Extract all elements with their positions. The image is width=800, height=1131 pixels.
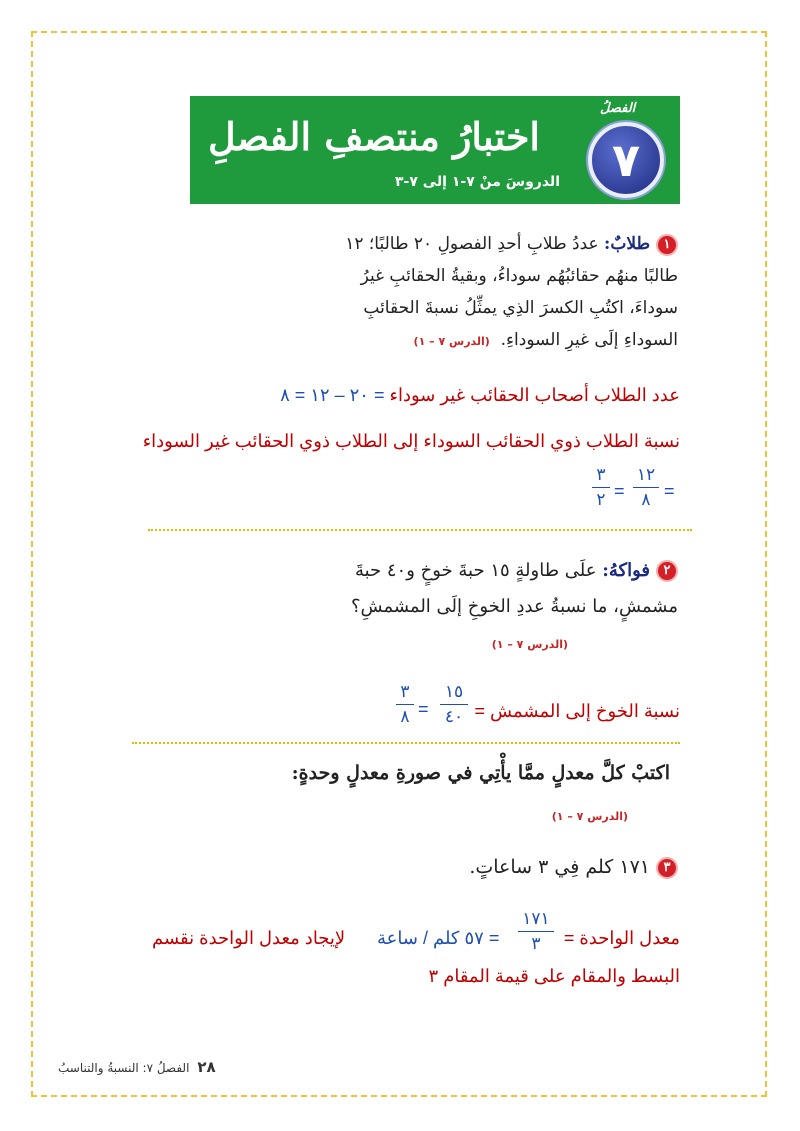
question-3-number: ٣ [656, 857, 678, 879]
question-2-keyword: فواكهُ: [602, 560, 650, 581]
answer-1-fraction-2: ٣ ٢ [592, 465, 610, 510]
question-1-line-1: ١طلابٌ: عددُ طلابِ أحدِ الفصولِ ٢٠ طالبًا؛ ١٢ [238, 228, 678, 260]
section-instruction: اكتبْ كلَّ معدلٍ ممَّا يأْتِي في صورةِ معدلٍ وحدةٍ: [291, 762, 670, 784]
question-1-number: ١ [656, 234, 678, 256]
question-1-lesson: (الدرس ٧ – ١) [413, 335, 490, 348]
section-lesson: (الدرس ٧ – ١) [551, 810, 628, 823]
separator [132, 742, 680, 744]
equals-sign: = [664, 481, 675, 501]
equals-sign: = [614, 481, 625, 501]
question-1-line-3: سوداءَ، اكتُبِ الكسرَ الذِي يمثِّلُ نسبةَ الحقائبِ [363, 298, 678, 318]
answer-3-fraction: ١٧١ ٣ [518, 909, 554, 954]
answer-2-label: نسبة الخوخ إلى المشمش = [474, 701, 680, 721]
equals-sign: = [418, 699, 429, 719]
chapter-number-badge: ٧ [588, 122, 664, 198]
question-1 [238, 228, 678, 358]
answer-1-fraction-1: ١٢ ٨ [633, 465, 659, 510]
footer-chapter-label: الفصلُ ٧: النسبةُ والتناسبُ [58, 1061, 190, 1075]
page-footer [58, 1058, 216, 1076]
question-3 [378, 851, 678, 883]
banner-title: اختبارُ منتصفِ الفصلِ [207, 114, 540, 159]
answer-2-fraction-2: ٣ ٨ [396, 682, 414, 727]
answer-3-note-line-1: لإيجاد معدل الواحدة نقسم [152, 928, 346, 948]
page-number: ٢٨ [197, 1058, 216, 1076]
chapter-word: الفصلُ [600, 101, 636, 116]
question-1-keyword: طلابٌ: [604, 234, 650, 254]
banner-subtitle: الدروسَ منْ ٧-١ إلى ٧-٣ [394, 174, 560, 190]
answer-3-result: = ٥٧ كلم / ساعة [377, 928, 500, 948]
answer-3-label: معدل الواحدة = [563, 928, 680, 948]
question-2-line-2: مشمشٍ، ما نسبةُ عددِ الخوخِ إلَى المشمشِ؟ [350, 596, 678, 617]
answer-1-ratio-label: نسبة الطلاب ذوي الحقائب السوداء إلى الطلاب ذوي الحقائب غير السوداء [142, 431, 680, 451]
question-1-line-4: السوداءِ إلَى غيرِ السوداءِ. (الدرس ٧ – ١) [413, 330, 678, 350]
question-3-text: ١٧١ كلم فِي ٣ ساعاتٍ. [469, 856, 650, 878]
question-2 [238, 553, 678, 663]
answer-2-fraction-1: ١٥ ٤٠ [440, 682, 468, 727]
answer-1-difference: عدد الطلاب أصحاب الحقائب غير سوداء = ٢٠ – ١٢ = ٨ [280, 385, 680, 405]
question-2-lesson-line [238, 625, 678, 663]
question-2-lesson: (الدرس ٧ – ١) [491, 638, 568, 651]
question-1-line-2: طالبًا منهُم حقائبُهُم سوداءُ، وبقيةُ الحقائبِ غيرُ [360, 266, 678, 286]
question-2-line-1: ٢فواكهُ: علَى طاولةٍ ١٥ حبةَ خوخٍ و٤٠ حبةَ [238, 553, 678, 589]
separator [148, 529, 692, 531]
answer-3-note-line-2: البسط والمقام على قيمة المقام ٣ [428, 966, 680, 986]
question-2-number: ٢ [656, 560, 678, 582]
